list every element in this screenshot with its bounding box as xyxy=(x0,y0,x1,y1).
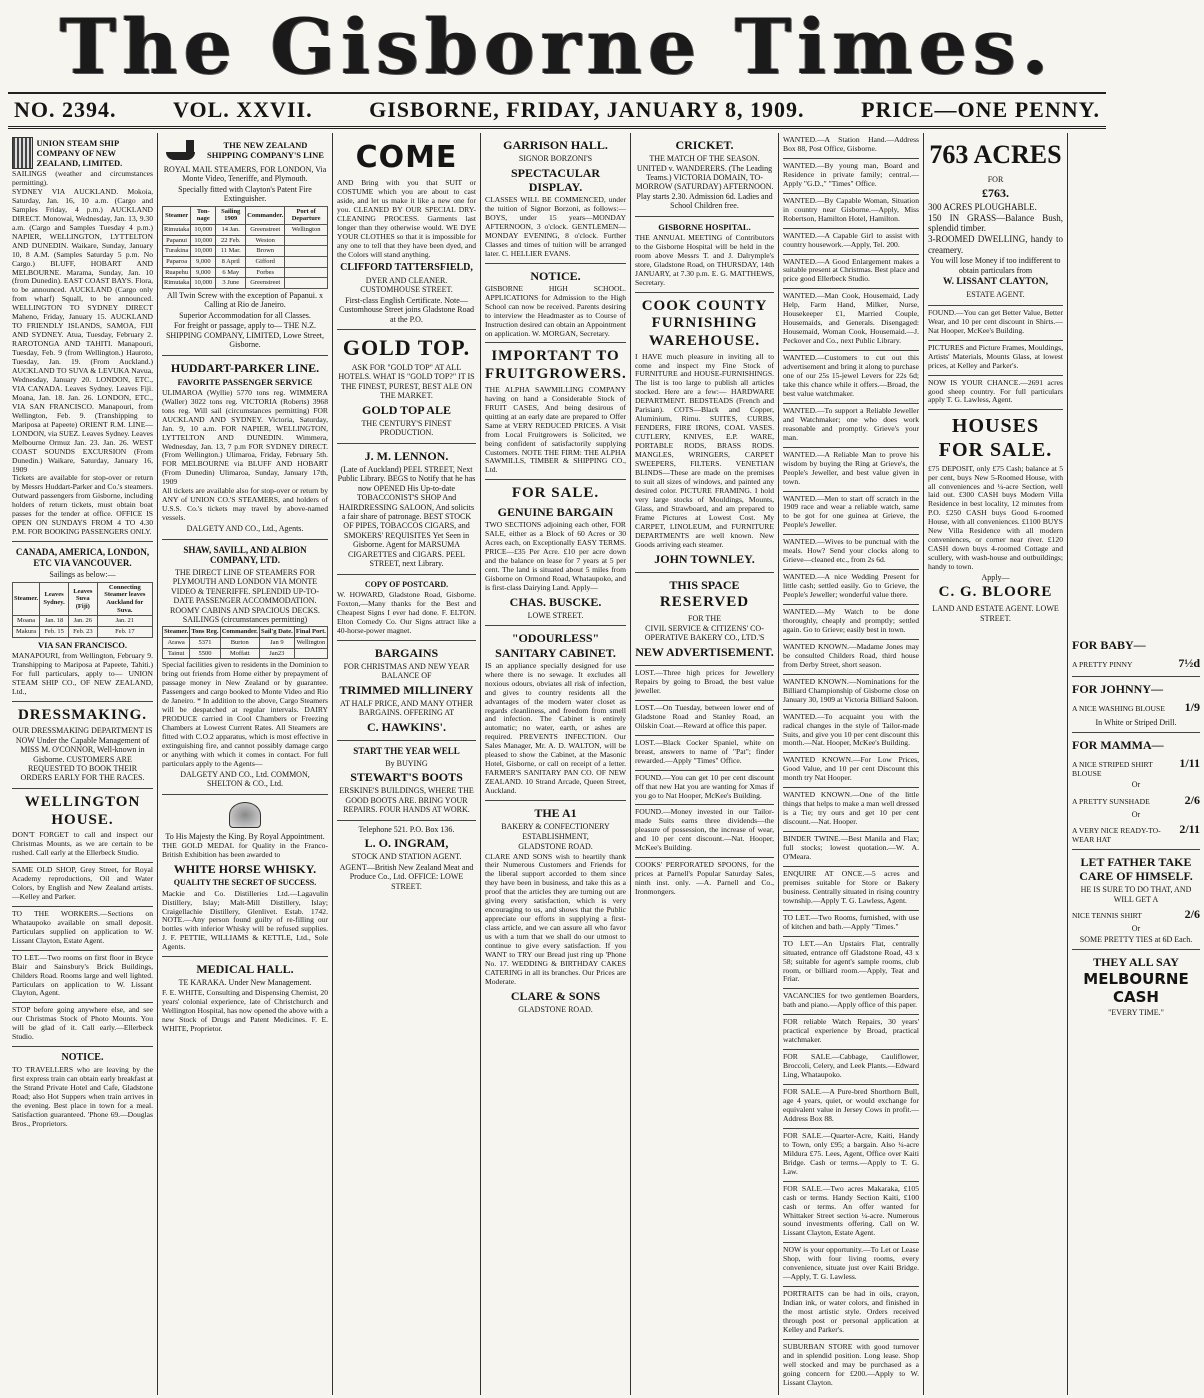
volume: VOL. XXVII. xyxy=(173,97,313,122)
a1-title: THE A1 xyxy=(534,806,577,821)
clifford-body: First-class English Certificate. Note—Customhouse Street joins Gladstone Road at the P.O. xyxy=(338,295,475,324)
huddart-title: HUDDART-PARKER LINE. xyxy=(170,360,320,375)
notice-ad xyxy=(12,1047,153,1132)
shaw-savill-table: Steamer. Tons Reg. Commander. Sail'g Date. Final Port. Arawa 5371 Burton Jan 9 Wellington Tainui 5500 Moffatt Jan23 xyxy=(162,626,328,659)
union-logo-icon xyxy=(12,137,33,169)
baby-item: A PRETTY PINNY xyxy=(1072,660,1133,670)
gold-top-ale: GOLD TOP ALE xyxy=(362,402,451,417)
classified-ad: WANTED KNOWN.—For Low Prices, Good Value, and 10 per cent Discount this month try Nat Hooper. xyxy=(783,753,919,788)
cooks-spoons-ad: COOKS' PERFORATED SPOONS, for the prices at Parnell's Popular Saturday Sales, ninth inst. only. —A. Parnell and Co., Ironmongers. xyxy=(635,860,774,897)
lost-ad-1: LOST.—Three high prices for Jewellery Repairs by going to Broad, the best value jeweller. xyxy=(635,666,774,701)
postcard-body: W. HOWARD, Gladstone Road, Gisborne. Foxton,—Many thanks for the Best and Cheapest Signs I ever had done. F. ELTON. Elton Comedy Co. Our Signs attract like a 40-horse-power magnet. xyxy=(337,590,476,635)
trimmed-millinery: TRIMMED MILLINERY xyxy=(339,682,474,697)
gold-top-ad xyxy=(337,330,476,444)
classified-ad: WANTED.—A Reliable Man to prove his wisdom by buying the Ring at Grieve's, the People's Jeweller, and best value given in town. xyxy=(783,448,919,492)
come-title: COME xyxy=(355,140,458,175)
to-let-ad: TO LET.—Two rooms on first floor in Bryce Blair and Sainsbury's Brick Buildings, Childers Road. Rooms large and well lighted. Particulars on application to W. Lissant Clayton, Agent. xyxy=(12,951,153,1004)
table-header: Ton-nage xyxy=(191,206,216,224)
clayton-name: W. LISSANT CLAYTON, xyxy=(942,277,1049,288)
father-ties: SOME PRETTY TIES at 6D Each. xyxy=(1079,934,1193,944)
alpha-body: THE ALPHA SAWMILLING COMPANY having on hand a Considerable Stock of FRUIT CASES, And being desirous of quitting at an early date are prepared to Offer Same at VERY REDUCED PRICES. A Visit from Local Fruitgrowers is Solicited, we being confident of satisfactorily supplying Customers. NOTE THE FIRM: THE ALPHA SAWMILLS, TIMBER & SHIPPING CO., Ltd. xyxy=(485,384,626,475)
table-cell: Makura xyxy=(13,627,40,638)
father-price: 2/6 xyxy=(1184,907,1200,922)
clifford-title: CLIFFORD TATTERSFIELD, xyxy=(340,261,473,273)
classified-ad: NOW is your opportunity.—To Let or Lease Shop, with four living rooms, every convenience, situate just over Kaiti Bridge.—Apply, T. G. Lawless. xyxy=(783,1243,919,1287)
ingram-body: AGENT—British New Zealand Meat and Produce Co., Ltd. OFFICE: LOWE STREET. xyxy=(339,862,474,891)
nzs-freight: For freight or passage, apply to— THE N.Z. SHIPPING COMPANY, LIMITED, Lowe Street, Gisborne. xyxy=(165,321,324,350)
columns xyxy=(8,133,1200,1395)
table-cell: Moana xyxy=(13,616,40,627)
whisky-title: WHITE HORSE WHISKY. xyxy=(173,862,317,876)
union-tickets: Tickets are available for stop-over or return by Messrs Huddart-Parker and Co.'s steamers. Outward passengers from Gisborne, including holders of return tickets, must obtain boat passes for the tender at office. OFFICE IS OPEN ON SUNDAYS FROM 4 TO 4.30 P.M. FOR BOOKING PASSENGERS ONLY. xyxy=(12,473,153,537)
medical-sub: TE KARAKA. Under New Management. xyxy=(178,978,312,988)
classified-ad: VACANCIES for two gentlemen Boarders, bath and piano.—Apply office of this paper. xyxy=(783,989,919,1015)
sf-body: MANAPOURI, from Wellington, February 9. Transhipping to Mariposa at Papeete, Tahiti.) For full particulars, apply to— UNION STEAM SHIP CO., OF NEW ZEALAND, Ltd., xyxy=(12,650,153,696)
wellington-title: WELLINGTON HOUSE. xyxy=(24,793,141,828)
classified-ad: TO LET.—Two Rooms, furnished, with use of kitchen and bath.—Apply "Times." xyxy=(783,911,919,937)
table-cell: Feb. 17 xyxy=(97,627,152,638)
lennon-body: (Late of Auckland) PEEL STREET, Next Public Library. BEGS to Notify that he has now OPENED His Up-to-date TOBACCONIST'S SHOP And HAIRDRESSING SALOON, And solicits a fair share of patronage. BEST STOCK OF PIPES, TOBACCOS CIGARS, and SMOKERS' REQUISITES Yet Seen in Gisborne. Agent for MARSUMA CIGARETTES and CIGARS. PEEL STREET, next Library. xyxy=(337,464,476,569)
or-text: Or xyxy=(1131,780,1141,790)
lost-ad-2: LOST.—On Tuesday, between lower end of Gladstone Road and Stanley Road, an Oilskin Coat.—Reward at office this paper. xyxy=(635,701,774,736)
johnny-title: FOR JOHNNY— xyxy=(1072,682,1163,697)
hawkins-ad xyxy=(337,641,476,741)
sale-sub: GENUINE BARGAIN xyxy=(497,505,614,520)
cook-title: COOK COUNTY FURNISHING WAREHOUSE. xyxy=(641,297,768,349)
classified-ad: WANTED.—A Good Enlargement makes a suitable present at Christmas. Best place and price good Ellerbeck Studio. xyxy=(783,255,919,290)
medical-title: MEDICAL HALL. xyxy=(196,962,294,977)
table-row: Rimutaka 10,000 3 June Greenstreet xyxy=(163,278,328,289)
stewart-boots-ad xyxy=(337,741,476,821)
classified-ad: WANTED KNOWN.—Madame Jones may be consulted Childers Road, third house from Derby Street, short season. xyxy=(783,640,919,675)
union-steam-ad xyxy=(12,133,153,542)
start-year: START THE YEAR WELL xyxy=(353,746,460,757)
shaw-savill-ad xyxy=(162,540,328,795)
odourless-title: "ODOURLESS" SANITARY CABINET. xyxy=(495,631,616,660)
bloore-name: C. G. BLOORE xyxy=(938,584,1053,601)
huddart-parker-ad xyxy=(162,356,328,540)
postcard-ad xyxy=(337,575,476,641)
union-title: UNION STEAM SHIP COMPANY OF NEW ZEALAND, LIMITED. xyxy=(36,138,123,169)
cook-county-ad xyxy=(635,293,774,573)
acres-line-1: 300 ACRES PLOUGHABLE. xyxy=(928,202,1037,213)
table-row: Tainui 5500 Moffatt Jan23 xyxy=(163,648,328,659)
column-1 xyxy=(8,133,158,1395)
ingram-title: L. O. INGRAM, xyxy=(364,836,449,851)
table-row: Rimutaka 10,000 14 Jan. Greenstreet Wellington xyxy=(163,225,328,236)
father-ad xyxy=(1072,850,1200,950)
shaw-savill-agents: DALGETY AND CO., Ltd. COMMON, SHELTON & CO., Ltd. xyxy=(180,769,310,789)
melbourne-cash-ad xyxy=(1072,950,1200,1022)
half-price: AT HALF PRICE, AND MANY OTHER BARGAINS. OFFERING AT xyxy=(340,699,473,718)
buscke-sub: LOWE STREET. xyxy=(527,610,584,620)
classified-ad: WANTED.—Men to start off scratch in the 1909 race and wear a reliable watch, same to be got for one guinea at Grieve, the People's Jeweller. xyxy=(783,492,919,536)
reserved-line-3: FOR THE xyxy=(688,613,721,623)
borzoni: SIGNOR BORZONI'S xyxy=(518,154,593,164)
huddart-tickets: All tickets are available also for stop-over or return by ANY of UNION CO.'S STEAMERS, and holders of U.S.S. Co.'s tickets may travel by above-named vessels. xyxy=(162,486,328,523)
column-8 xyxy=(1068,133,1204,1395)
classified-ad: WANTED KNOWN.—One of the little things that helps to make a man well dressed is a Tie; try ours and get 10 per cent discount.—Nat. Hooper. xyxy=(783,788,919,832)
table-row: Papanui 10,000 22 Feb. Weston xyxy=(163,235,328,246)
column-7 xyxy=(924,133,1068,1395)
cricket-body: THE MATCH OF THE SEASON. UNITED v. WANDERERS. (The Leading Teams.) VICTORIA DOMAIN, TO-MORROW (SATURDAY) AFTERNOON. Play starts 2.30. Admission 6d. Ladies and School Children free. xyxy=(635,154,774,211)
mamma-item-2: A PRETTY SUNSHADE xyxy=(1072,796,1150,806)
lennon-title: J. M. LENNON. xyxy=(364,448,449,463)
garrison-title: GARRISON HALL. xyxy=(503,138,608,152)
hawkins-name: C. HAWKINS'. xyxy=(366,719,446,734)
or-text: Or xyxy=(1131,809,1141,819)
classified-ad: WANTED.—A Capable Girl to assist with country housework.—Apply, Tel. 200. xyxy=(783,229,919,255)
found-ad-2: FOUND.—Money invested in our Tailor-made Suits earns three dividends—the pleasure of possession, the increase of wear, and 10 per cent discount.—Nat. Hooper, McKee's Building. xyxy=(635,805,774,858)
classified-ad: WANTED.—Man Cook, Housemaid, Lady Help, Farm Hand, Milker, Nurse, Housekeeper £1, Married Couple, Housemaids, and Generals. Disengaged: Housemaid, Woman Cook, Housemaid.—J. Peckover and Co., next Public Library. xyxy=(783,289,919,351)
come-ad xyxy=(337,133,476,330)
bargains-body: FOR CHRISTMAS AND NEW YEAR BALANCE OF xyxy=(343,662,470,681)
melbourne-cash: MELBOURNE CASH xyxy=(1083,970,1189,1007)
lost-ad-3: LOST.—Black Cocker Spaniel, white on breast, answers to name of "Pat"; finder rewarded.—Apply "Times" Office. xyxy=(635,736,774,771)
houses-ad xyxy=(928,410,1063,628)
classified-ad: WANTED.—A nice Wedding Present for little cash; settled easily. Go to Grieve, the People's Jeweller; wonderful value there. xyxy=(783,570,919,605)
table-cell: Feb. 15 xyxy=(40,627,69,638)
classified-ad: BINDER TWINE.—Best Manila and Flax; full stocks; lowest quotation.—W. A. O'Meara. xyxy=(783,832,919,867)
nzs-title: THE NEW ZEALAND SHIPPING COMPANY'S LINE xyxy=(206,139,324,160)
nzs-sub: ROYAL MAIL STEAMERS, FOR LONDON, Via Monte Video, Teneriffe, and Plymouth. xyxy=(163,165,327,184)
postcard-title: COPY OF POSTCARD. xyxy=(364,579,449,589)
sf-title: VIA SAN FRANCISCO. xyxy=(37,639,128,650)
alpha-sawmills-ad xyxy=(485,343,626,480)
odourless-body: IS an appliance specially designed for use where there is no sewage. It excludes all noxious odours, obviates all risk of infection, and gives to country residents all the advantages of the modern water closet as regards cleanliness, and freedom from smell and infection. The Cabinet is entirely automatic; no water, earth, or ashes are required. PREVENTS INFECTION. Our Sales Manager, Mr. A. D. WALTON, will be pleased to show the Cabinet, at the Masonic Hotel, Gisborne, or call on receipt of a letter. FARMER'S SANITARY PAN CO. OF NEW ZEALAND. 10 Strand Arcade, Queen Street, Auckland. xyxy=(485,660,626,796)
found-better-ad: FOUND.—You can get Better Value, Better Wear, and 10 per cent discount in Shirts.—Nat Hooper, McKee's Building. xyxy=(928,306,1063,341)
canada-sub: Sailings as below:— xyxy=(49,570,116,580)
buying: By BUYING xyxy=(385,758,428,768)
reserved-line-1: THIS SPACE xyxy=(669,577,740,592)
whisky-sub: QUALITY THE SECRET OF SUCCESS. xyxy=(173,878,317,888)
classified-ad: WANTED.—To acquaint you with the radical changes in the style of Tailor-made Suits, and give you 10 per cent discount this month.—Nat. Hooper, McKee's Building. xyxy=(783,710,919,754)
every-time: "EVERY TIME." xyxy=(1108,1007,1164,1017)
garrison-body: CLASSES WILL BE COMMENCED, under the tuition of Signor Borzoni, as follows:— BOYS, under 15 years—MONDAY AFTERNOON, 3 o'clock. GENTLEMEN—MONDAY EVENING, 8 o'clock. Further Classes and times of tuition will be arranged later. C. HELLIER EVANS. xyxy=(485,194,626,258)
clifford-sub: DYER AND CLEANER. CUSTOMHOUSE STREET. xyxy=(360,275,453,295)
notice-title: NOTICE. xyxy=(61,1052,104,1064)
classified-ad: ENQUIRE AT ONCE.—5 acres and premises suitable for Store or Bakery business. Centrally situated in rising country township.—Apply T. G. Lawless, Agent. xyxy=(783,867,919,911)
important-title: IMPORTANT TO FRUITGROWERS. xyxy=(485,348,627,383)
whisky-intro: THE GOLD MEDAL for Quality in the Franco-British Exhibition has been awarded to xyxy=(162,841,328,860)
townley-name: JOHN TOWNLEY. xyxy=(654,551,755,566)
ingram-ad xyxy=(337,821,476,896)
table-row xyxy=(13,627,153,638)
come-body: AND Bring with you that SUIT or COSTUME which you are about to cast aside, and let us make it like a new one for you. CLEANED BY OUR SPECIAL DRY-CLEANING PROCESS. Garments last longer than they otherwise would. WE DYE YOUR CLOTHES so that it is impossible for any one to tell that they have been dyed, and the Colors will stand anything. xyxy=(337,178,476,260)
found-ad-1: FOUND.—You can get 10 per cent discount off that new Hat you are wanting for Xmas if you go to Nat Hooper, McKee's Building. xyxy=(635,771,774,806)
or-text: Or xyxy=(1131,924,1141,934)
royal-crest-icon xyxy=(229,802,261,828)
table-header: Steamer. xyxy=(13,582,40,616)
classified-ad: FOR SALE.—Quarter-Acre, Kaiti, Handy to Town, only £95; a bargain. Also ¼-acre Mildura £75. Lees, Agent, Office over Kaiti Bridge. Cash or terms.—Apply to T. G. Law. xyxy=(783,1129,919,1182)
johnny-price: 1/9 xyxy=(1184,700,1200,715)
spectacular: SPECTACULAR DISPLAY. xyxy=(510,165,601,194)
dressmaking-body: OUR DRESSMAKING DEPARTMENT IS NOW Under the Capable Management of MISS M. O'CONNOR, Well-known in Gisborne. CUSTOMERS ARE REQUESTED TO BOOK THEIR ORDERS EARLY FOR THE RACES. xyxy=(12,726,153,783)
sanitary-cabinet-ad xyxy=(485,626,626,801)
mamma-price-3: 2/11 xyxy=(1179,822,1200,837)
same-old-shop-ad: SAME OLD SHOP, Grey Street, for Royal Academy reproductions, Oil and Water Colors, by English and New Zealand artists.—Kelley and Parker. xyxy=(12,863,153,907)
issue-number: NO. 2394. xyxy=(14,97,117,122)
column-3 xyxy=(333,133,481,1395)
hospital-ad xyxy=(635,217,774,293)
houses-apply: Apply— xyxy=(981,573,1010,583)
whisky-warrant: To His Majesty the King. By Royal Appointment. xyxy=(165,831,325,841)
gold-top-title: GOLD TOP. xyxy=(342,334,471,360)
sale-body: TWO SECTIONS adjoining each other, FOR SALE, either as a Block of 60 Acres or 30 Acres each, on Exceptionally EASY TERMS. PRICE—£35 Per Acre. £10 per acre down and the balance on lease for 7 years at 5 per cent. The land is situated about 5 miles from Gisborne on Ormond Road, Whataupoko, and is first-class Dairying Land. Apply— xyxy=(485,520,626,592)
workers-ad: TO THE WORKERS.—Sections on Whataupoko available on small deposit. Particulars supplied on application to W. Lissant Clayton, Estate Agent. xyxy=(12,907,153,951)
mamma-item-3: A VERY NICE READY-TO-WEAR HAT xyxy=(1072,826,1161,845)
column-4 xyxy=(481,133,631,1395)
a1-bakery-ad xyxy=(485,801,626,1019)
classified-ad: FOR SALE.—A Pure-bred Shorthorn Bull, age 4 years, quiet, or would exchange for equivalent value in Jersey Cows in profit.—Address Box 88. xyxy=(783,1085,919,1129)
mamma-price-1: 1/11 xyxy=(1179,756,1200,771)
classified-ad: FOR SALE.—Two acres Makaraka, £105 cash or terms. Handy Section Kaiti, £100 cash or terms. An offer wanted for Whittaker Street section ¼-acre. Numerous sound investments offering. Call on W. Lissant Clayton, Estate Agent. xyxy=(783,1182,919,1244)
johnny-item: A NICE WASHING BLOUSE xyxy=(1072,704,1165,714)
table-header: Steamer xyxy=(163,206,191,224)
sale-title: FOR SALE. xyxy=(511,485,600,502)
nzs-twin-screw: All Twin Screw with the exception of Papanui. x Calling at Rio de Janeiro. xyxy=(167,291,323,310)
notice-body: GISBORNE HIGH SCHOOL. APPLICATIONS for Admission to the High School can now be received. Parents desiring to interview the Headmaster as to Course of Instruction desired can obtain an Appointment on application. W. MORGAN, Secretary. xyxy=(485,283,626,338)
stewarts-boots: STEWART'S BOOTS xyxy=(350,770,463,785)
a1-road: GLADSTONE ROAD. xyxy=(518,842,593,852)
johnny-note: In White or Striped Drill. xyxy=(1095,717,1177,727)
classified-ad: TO LET.—An Upstairs Flat, centrally situated, entrance off Gladstone Road, 43 x 58; suitable for agent's sample rooms, club room, or billiard room.—Apply, Teat and Friar. xyxy=(783,937,919,990)
union-body: SYDNEY VIA AUCKLAND. Mokoia, Saturday, Jan. 16, 10 a.m. (Cargo and Samples Friday, 4 p.m.) AUCKLAND DIRECT. Monowai, Wednesday, Jan. 13, 9.30 a.m. (Cargo and Samples Tuesday 4 p.m.) NAPIER, WELLINGTON, LYTTELTON AND DUNEDIN. Waikare, Sunday, January 10, 8 A.M. (Samples Saturday 5 p.m. No Cargo.) BLUFF, HOBART AND MELBOURNE. Marama, Sunday, Jan. 10 (from Dunedin). EAST COAST BAYS. Flora, to be announced. AUCKLAND (Cargo only from wharf) Squall, to be announced. WELLINGTON TO SYDNEY DIRECT Maheno, Friday, January 15. AUCKLAND TO FRIENDLY ISLANDS, SAMOA, FIJI AND SYDNEY. Atua, Tuesday, February 2. RAROTONGA AND TAHITI. Manapouri, Tuesday, Feb. 9 (from Wellington.) Hauroto, Tuesday, Jan. 19. (From Auckland.) AUCKLAND TO SUVA & LEVUKA Navua, Wednesday, January 20. LONDON, ETC., VIA CANADA. Leaves Sydney. Leaves Fiji. Moana, Jan. 18. Jan. 26. LONDON, ETC., VIA SAN FRANCISCO. Manapouri, from Wellington, Feb. 9. (Transhipping to Mariposa at Papeete) ORIENT R.M. LINE—LONDON, via SUEZ. Leaves Sydney. Leaves Melbourne Ormuz Jan. 23. Jan. 26. WEST COAST SOUNDS EXCURSION (From Dunedin.) Waikare, Saturday, January 16, 1909 xyxy=(12,186,153,474)
masthead xyxy=(8,0,1106,92)
table-row: Ruapehu 9,000 6 May Forbes xyxy=(163,267,328,278)
medical-hall-ad xyxy=(162,957,328,1037)
telephone: Telephone 521. P.O. Box 136. xyxy=(358,824,455,834)
table-header: Connecting Steamer leaves Auckland for Suva. xyxy=(97,582,152,616)
cook-body: I HAVE much pleasure in inviting all to come and inspect my Fine Stock of FURNITURE and HOUSE-FURNISHINGS. The list is too large to publish all articles stocked. Here are a few:— HARDWARE DEPARTMENT. BEDSTEADS (French and Parisian). COTS—Black and Copper, Aluminium, Rimu. SUITES, CURBS, FENDERS, FIRE IRONS, COAL VASES. CUTLERY, KNIVES, E.P. WARE, PORTABLE RODS, BRASS RODS. MANGLES, WRINGERS, CARPET SWEEPERS, FILTERS. VENETIAN BLINDS—These are made on the premises to suit all sizes of windows, and painted any desired color. PICTURE FRAMING. I hold very large stocks of Mouldings, Mounts, Glass, and Strawboard, and am prepared to Frame Pictures at Lowest Cost. My CARPET, LINOLEUM, and FURNITURE DEPARTMENTS are well known. New Goods arriving each steamer. xyxy=(635,351,774,549)
white-horse-ad xyxy=(162,795,328,958)
classified-ad: WANTED KNOWN.—Nominations for the Billiard Championship of Gisborne close on January 30, 1909 at Victoria Billiard Saloon. xyxy=(783,675,919,710)
column-6 xyxy=(779,133,924,1395)
baby-ad xyxy=(1072,633,1200,677)
column-2 xyxy=(158,133,333,1395)
reserved-line-4: CIVIL SERVICE & CITIZENS' CO-OPERATIVE BAKERY CO., LTD.'S xyxy=(644,623,765,643)
table-row: Paparoa 9,000 8 April Gifford xyxy=(163,257,328,268)
canada-title: CANADA, AMERICA, LONDON, ETC VIA VANCOUVER. xyxy=(15,547,150,568)
table-cell: Jan. 18 xyxy=(40,616,69,627)
classified-ad: FOR reliable Watch Repairs, 30 years' practical experience by Broad, practical watchmaker. xyxy=(783,1015,919,1050)
father-body: HE IS SURE TO DO THAT, AND WILL GET A xyxy=(1080,885,1192,904)
high-school-notice xyxy=(485,264,626,344)
nzs-fitted: Specially fitted with Clayton's Patent Fire Extinguisher. xyxy=(178,184,312,204)
baby-price: 7½d xyxy=(1178,656,1200,671)
father-title: LET FATHER TAKE CARE OF HIMSELF. xyxy=(1079,855,1193,884)
table-cell: Feb. 23 xyxy=(68,627,97,638)
cricket-title: CRICKET. xyxy=(675,138,734,152)
clare-body: CLARE AND SONS wish to heartily thank their Numerous Customers and Friends for the liberal support accorded to them since they have been in business, and take this as a proof that the articles they are turning out are giving every satisfaction, which is very encouraging to us, and shows that the Public appreciate our efforts in supplying a first-class article, and we can assure all who favor us with a turn that we shall do our utmost to continue to give every satisfaction. If you WANT to TRY our Bread just ring up 'Phone No. 17. WEDDING & BIRTHDAY CAKES CATERING in all its branches. Our Prices are Moderate. xyxy=(485,851,626,986)
bargains-title: BARGAINS xyxy=(374,645,439,660)
clare-name: CLARE & SONS xyxy=(510,988,601,1003)
price: PRICE—ONE PENNY. xyxy=(861,97,1100,122)
gold-top-body: ASK FOR "GOLD TOP" AT ALL HOTELS. WHAT IS "GOLD TOP?" IT IS THE FINEST, PUREST, BEST ALE ON THE MARKET. xyxy=(338,362,475,401)
baby-title: FOR BABY— xyxy=(1072,638,1146,652)
now-chance-ad: NOW IS YOUR CHANCE.—2691 acres good sheep country. For full particulars apply T. G. Lawless, Agent. xyxy=(928,376,1063,411)
table-header: Port of Departure xyxy=(285,206,328,224)
clare-road: GLADSTONE ROAD. xyxy=(518,1004,593,1014)
nzs-superior: Superior Accommodation for all Classes. xyxy=(179,310,311,320)
bloore-sub: LAND AND ESTATE AGENT. LOWE STREET. xyxy=(932,604,1059,623)
father-item: NICE TENNIS SHIRT xyxy=(1072,911,1142,921)
nzs-table xyxy=(162,206,328,289)
classified-ad: WANTED.—By young man, Board and Residence in private family; central.—Apply "G.D.," "Times" Office. xyxy=(783,159,919,194)
classified-ad: WANTED.—A Station Hand.—Address Box 88, Post Office, Gisborne. xyxy=(783,133,919,159)
table-row: Turakina 10,000 11 Mar. Brown xyxy=(163,246,328,257)
mamma-title: FOR MAMMA— xyxy=(1072,738,1164,753)
table-row: Arawa 5371 Burton Jan 9 Wellington xyxy=(163,638,328,649)
column-5 xyxy=(631,133,779,1395)
union-intro: SAILINGS (weather and circumstances permitting). xyxy=(12,169,153,187)
huddart-agents: DALGETY AND CO., Ltd., Agents. xyxy=(186,524,304,534)
table-header: Sailing 1909 xyxy=(216,206,246,224)
table-cell: Jan. 21 xyxy=(97,616,152,627)
classified-ad: WANTED.—By Capable Woman, Situation in country near Gisborne.—Apply, Miss Robertson, Hamilton Hotel, Hamilton. xyxy=(783,194,919,229)
for-sale-ad xyxy=(485,480,626,626)
mamma-ad xyxy=(1072,733,1200,850)
whisky-body: Mackie and Co. Distilleries Ltd.—Lagavulin Distillery, Islay; Malt-Mill Distillery, Islay; Craigellachie Distillery, Glenlivet. Estab. 1742. NOTE.—Any person found guilty of re-filling our bottles with inferior Whisky will be refused supplies. J. F. PETTIE, WILLIAMS & KETTLE, Ltd., Sole Agents. xyxy=(162,888,328,952)
hospital-title: GISBORNE HOSPITAL. xyxy=(658,221,751,232)
cricket-ad xyxy=(635,133,774,217)
reserved-space xyxy=(635,573,774,666)
classified-ad: PORTRAITS can be had in oils, crayon, Indian ink, or water colors, and finished in the most artistic style. Orders received through post or personal application at Kelley and Parker's. xyxy=(783,1287,919,1340)
mamma-price-2: 2/6 xyxy=(1184,792,1200,807)
garrison-hall-ad xyxy=(485,133,626,264)
wellington-house-ad xyxy=(12,789,153,863)
say-title: THEY ALL SAY xyxy=(1093,955,1179,970)
erskine-buildings: ERSKINE'S BUILDINGS, WHERE THE GOOD BOOTS ARE. BRING YOUR REPAIRS. FOUR HANDS AT WORK. xyxy=(339,786,474,815)
table-header: Leaves Sydney. xyxy=(40,582,69,616)
place-date: GISBORNE, FRIDAY, JANUARY 8, 1909. xyxy=(369,97,805,122)
table-header: Commander. xyxy=(246,206,285,224)
classified-ad: FOR SALE.—Cabbage, Cauliflower, Broccoli, Celery, and Leek Plants.—Edward Ling, Whataupoko. xyxy=(783,1050,919,1085)
huddart-body: ULIMAROA (Wyllie) 5770 tons reg. WIMMERA (Waller) 3022 tons reg. VICTORIA (Roberts) 3968 tons reg. Will sail (circumstances permitting) FOR AUCKLAND AND SYDNEY. Victoria, Saturday, Jan. 9, 10 a.m. FOR NAPIER, WELLINGTON, LYTTELTON AND DUNEDIN. Wimmera, Wednesday, Jan. 13, 7 p.m FOR SYDNEY DIRECT. (From Wellington.) Ulimaroa, Friday, February 5th. FOR MELBOURNE via BLUFF AND HOBART (From Dunedin) Ulimaroa, Sunday, January 17th, 1909 xyxy=(162,387,328,487)
acres-line-2: 150 IN GRASS—Balance Bush, splendid timber. xyxy=(928,212,1063,234)
notice-body: TO TRAVELLERS who are leaving by the first express train can obtain early breakfast at the Strand Private Hotel and Cafe, Gladstone Road; also Hot Suppers when train arrives in the evening. Best place in town for a meal. Satisfaction guaranteed. 'Phone 69.—Douglas Bros., Proprietors. xyxy=(12,1065,153,1128)
wellington-body: DON'T FORGET to call and inspect our Christmas Mounts, as we are certain to be rushed. Call early at the Ellerbeck Studio. xyxy=(12,830,153,858)
houses-title: HOUSES FOR SALE. xyxy=(938,415,1053,461)
stop-ad: STOP before going anywhere else, and see our Christmas Stock of Photo Mounts. You will be glad of it. Call early.—Ellerbeck Studio. xyxy=(12,1003,153,1047)
acres-for: FOR xyxy=(987,174,1004,184)
table-header: Leaves Suva (Fiji) xyxy=(68,582,97,616)
pictures-ad: PICTURES and Picture Frames, Mouldings, Artists' Materials, Mounts Glass, at lowest prices, at Kelley and Parker's. xyxy=(928,341,1063,376)
shaw-savill-special: Special facilities given to residents in the Dominion to bring out friends from Home either by prepayment of passage money in New Zealand or by guarantee. Passengers and cargo booked to Monte Video and Rio de Janeiro. * In addition to the above, Cargo Steamers will be despatched at regular intervals. DAIRY PRODUCE carried in Cool Chambers or Freezing Chambers at Lowest Current Rates. All Steamers are fitted with C.O.2 apparatus, which is most effective in extinguishing fire, and cannot possibly damage cargo or anything with which it comes in contact. For full particulars apply to the Agents— xyxy=(162,660,328,768)
medical-body: F. E. WHITE, Consulting and Dispensing Chemist, 20 years' colonial experience, late of Christchurch and Wellington Hospital, has now opened the above with a new Stock of Drugs and Patent Medicines. F. E. WHITE, Proprietor. xyxy=(162,987,328,1033)
table-cell: Jan. 26 xyxy=(68,616,97,627)
lennon-ad xyxy=(337,444,476,575)
classified-ad: WANTED.—Customers to cut out this advertisement and bring it along to purchase one of our 25s 15-jewel Levers for 22s 6d; take this chance while it offers.—Broad, the best value watchmaker. xyxy=(783,351,919,404)
canada-ad xyxy=(12,542,153,701)
masthead-title: The Gisborne Times. xyxy=(59,1,1055,91)
classified-ad: SUBURBAN STORE with good turnover and in splendid position. Long lease. Shop well stocked and may be purchased as a going concern for £200.—Apply to W. Lissant Clayton. xyxy=(783,1341,919,1387)
gold-top-ale-sub: THE CENTURY'S FINEST PRODUCTION. xyxy=(361,418,452,438)
reserved-line-5: NEW ADVERTISEMENT. xyxy=(635,644,774,659)
classified-ad: WANTED.—To support a Reliable Jeweller and Watchmaker; one who does work reasonable and promptly. Grieve's your man. xyxy=(783,404,919,448)
nz-shipping-ad xyxy=(162,133,328,356)
dressmaking-ad xyxy=(12,702,153,789)
notice-title: NOTICE. xyxy=(530,268,581,283)
classified-ad: WANTED.—My Watch to be done thoroughly, cheaply and promptly; settled again. Go to Grieve; easily best in town. xyxy=(783,605,919,640)
acres-title: 763 ACRES xyxy=(929,140,1062,169)
acres-body: You will lose Money if too indifferent to obtain particulars from xyxy=(930,256,1061,275)
clayton-sub: ESTATE AGENT. xyxy=(966,290,1025,300)
johnny-ad xyxy=(1072,677,1200,733)
dateline xyxy=(8,92,1106,129)
hospital-body: THE ANNUAL MEETING of Contributors to the Gisborne Hospital will be held in the room above Messrs T. and J. Dalrymple's store, Gladstone Road, on THURSDAY, 14th JANUARY, at 7.30 p.m. E. G. MATTHEWS, Secretary. xyxy=(635,232,774,287)
acres-line-3: 3-ROOMED DWELLING, handy to creamery. xyxy=(928,234,1063,255)
ingram-sub: STOCK AND STATION AGENT. xyxy=(351,852,462,862)
a1-sub: BAKERY & CONFECTIONERY ESTABLISHMENT, xyxy=(501,822,610,841)
houses-body: £75 DEPOSIT, only £75 Cash; balance at 5 per cent, buys New 5-Roomed House, with all conveniences and ¼-acre Section, well laid out. £300 CASH buys Modern Villa Residence in best locality, 12 minutes from P.O. £250 CASH buys Good 6-roomed House, with all conveniences. £1100 BUYS New Villa Residence with all modern conveniences, or corner near river. £120 CASH down buys 4-roomed Cottage and scullery, with wash-house and outbuildings; handy to town. xyxy=(928,463,1063,572)
shaw-savill-body: THE DIRECT LINE OF STEAMERS FOR PLYMOUTH AND LONDON VIA MONTE VIDEO & TENERIFFE. SPLENDID UP-TO-DATE PASSENGER ACCOMMODATION. ROOMY CABINS AND SPACIOUS DECKS. SAILINGS (circumstances permitting) xyxy=(170,567,320,624)
canada-table xyxy=(12,582,153,638)
steamship-icon xyxy=(162,136,199,164)
huddart-sub: FAVORITE PASSENGER SERVICE xyxy=(177,376,313,387)
mamma-item-1: A NICE STRIPED SHIRT BLOUSE xyxy=(1072,760,1153,779)
shaw-savill-title: SHAW, SAVILL, AND ALBION COMPANY, LTD. xyxy=(183,544,307,566)
buscke-name: CHAS. BUSCKE. xyxy=(509,594,602,609)
acres-price: £763. xyxy=(982,186,1009,201)
reserved-line-2: RESERVED xyxy=(659,593,750,610)
acres-ad xyxy=(928,133,1063,306)
dressmaking-title: DRESSMAKING. xyxy=(17,706,148,723)
classified-ad: WANTED.—Wives to be punctual with the meals. How? Send your clocks along to Grieve—cleaned etc., from 2s 6d. xyxy=(783,535,919,570)
table-row xyxy=(13,616,153,627)
